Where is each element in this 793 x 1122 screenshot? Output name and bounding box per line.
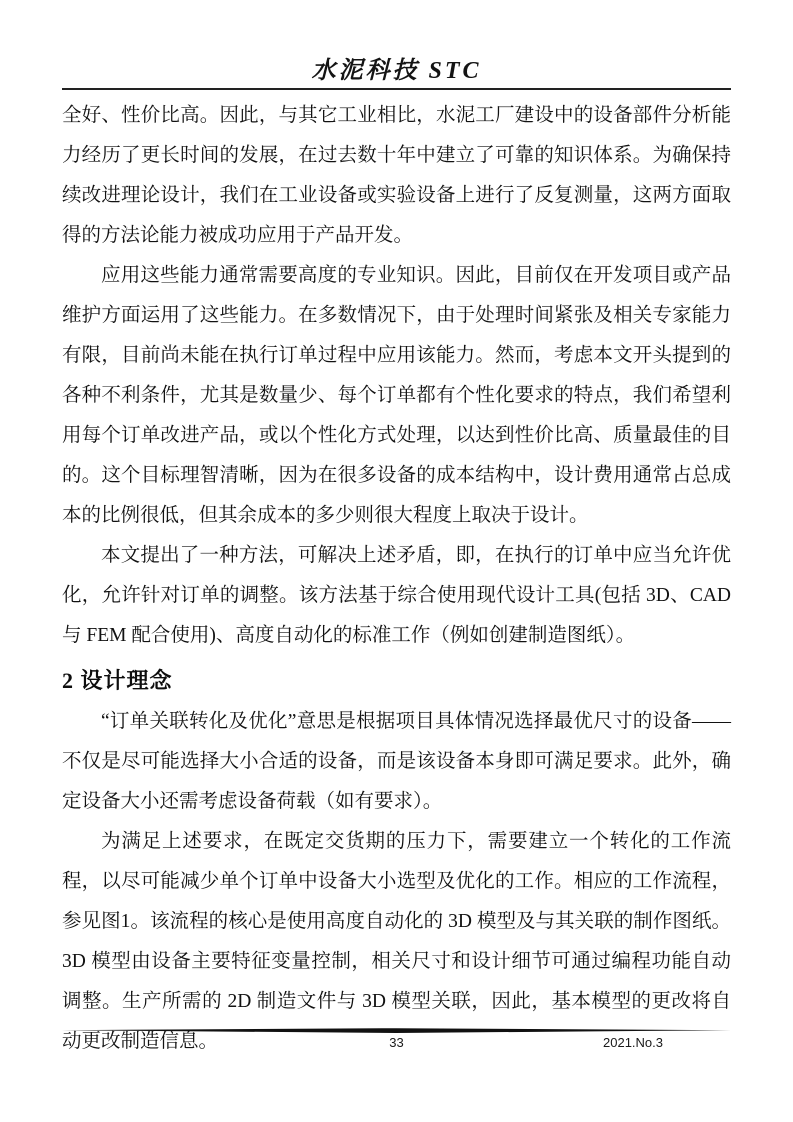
paragraph: “订单关联转化及优化”意思是根据项目具体情况选择最优尺寸的设备——不仅是尽可能选择大小合适的设备，而是该设备本身即可满足要求。此外，确定设备大小还需考虑设备荷载（如有要求）。 [62,711,731,812]
section-heading: 2 设计理念 [62,668,173,693]
page-number: 33 [389,1035,404,1050]
journal-title: 水泥科技 STC [311,58,482,84]
footer-tapered-rule [62,1028,731,1034]
paragraph: 本文提出了一种方法，可解决上述矛盾，即，在执行的订单中应当允许优化，允许针对订单的调整。该方法基于综合使用现代设计工具(包括 3D、CAD 与 FEM 配合使用)、高度自动化的标准工作（例如创建制造图纸）。 [62,545,731,646]
header-rule [62,88,731,90]
footer-row [62,1035,731,1053]
document-body [62,96,731,1062]
paragraph: 应用这些能力通常需要高度的专业知识。因此，目前仅在开发项目或产品维护方面运用了这些能力。在多数情况下，由于处理时间紧张及相关专家能力有限，目前尚未能在执行订单过程中应用该能力。然而，考虑本文开头提到的各种不利条件，尤其是数量少、每个订单都有个性化要求的特点，我们希望利用每个订单改进产品，或以个性化方式处理，以达到性价比高、质量最佳的目的。这个目标理智清晰，因为在很多设备的成本结构中，设计费用通常占总成本的比例很低，但其余成本的多少则很大程度上取决于设计。 [62,265,731,526]
paragraph-continuation: 全好、性价比高。因此，与其它工业相比，水泥工厂建设中的设备部件分析能力经历了更长时间的发展，在过去数十年中建立了可靠的知识体系。为确保持续改进理论设计，我们在工业设备或实验设备上进行了反复测量，这两方面取得的方法论能力被成功应用于产品开发。 [62,105,731,246]
page-footer [62,1028,731,1053]
issue-number: 2021.No.3 [603,1035,663,1050]
paragraph: 为满足上述要求，在既定交货期的压力下，需要建立一个转化的工作流程，以尽可能减少单个订单中设备大小选型及优化的工作。相应的工作流程，参见图1。该流程的核心是使用高度自动化的 3D 模型及与其关联的制作图纸。3D 模型由设备主要特征变量控制，相关尺寸和设计细节可通过编程功能自动调整。生产所需的 2D 制造文件与 3D 模型关联，因此，基本模型的更改将自动更改制造信息。 [62,831,731,1052]
